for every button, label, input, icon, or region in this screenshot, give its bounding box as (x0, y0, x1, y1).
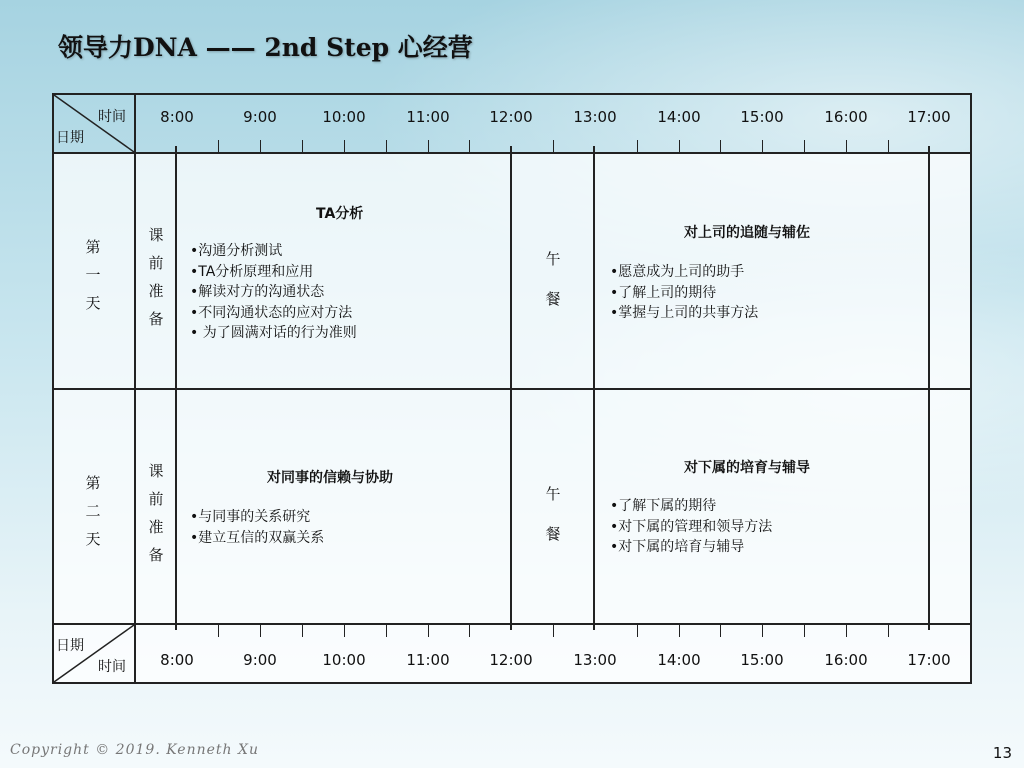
day1-lunch-label (543, 239, 563, 319)
time-label: 14:00 (657, 651, 701, 669)
prep-char: 前 (148, 490, 164, 508)
lunch-char: 午 (545, 250, 561, 268)
day1-afternoon-title: 对上司的追随与辅佐 (684, 225, 810, 241)
tick-mark (386, 140, 387, 152)
list-item: •愿意成为上司的助手 (610, 264, 745, 280)
prep-column-divider (175, 146, 177, 630)
list-item: •TA分析原理和应用 (190, 263, 314, 280)
tick-mark (888, 625, 889, 637)
time-label: 13:00 (573, 108, 617, 126)
list-item: •解读对方的沟通状态 (190, 284, 325, 300)
header-date-label: 日期 (56, 130, 84, 146)
tick-mark (679, 625, 680, 637)
header-divider (52, 152, 972, 154)
time-label: 9:00 (243, 108, 277, 126)
time-label: 17:00 (907, 651, 951, 669)
tick-mark (260, 625, 261, 637)
footer-time-label: 时间 (98, 659, 126, 675)
tick-mark (679, 140, 680, 152)
time-label: 8:00 (160, 108, 194, 126)
footer-date-label: 日期 (56, 638, 84, 654)
tick-mark (302, 625, 303, 637)
tick-mark (428, 625, 429, 637)
time-label: 16:00 (824, 651, 868, 669)
day2-morning-list (190, 507, 324, 548)
lunch-char: 餐 (545, 525, 561, 543)
day1-morning-list (190, 241, 357, 344)
day1-afternoon-list (610, 262, 758, 324)
time-label: 17:00 (907, 108, 951, 126)
day2-label-char: 二 (85, 502, 101, 520)
time-label: 15:00 (740, 651, 784, 669)
day2-label-char: 第 (85, 474, 101, 492)
date-column-divider (134, 93, 136, 684)
header-time-label: 时间 (98, 109, 126, 125)
prep-char: 准 (148, 282, 164, 300)
tick-mark (762, 625, 763, 637)
slide-title: 领导力DNA —— 2nd Step 心经营 (58, 33, 473, 62)
tick-mark (762, 140, 763, 152)
list-item: •了解上司的期待 (610, 284, 717, 301)
prep-char: 前 (148, 254, 164, 272)
tick-mark (469, 140, 470, 152)
lunch-start-divider (510, 146, 512, 630)
time-label: 14:00 (657, 108, 701, 126)
afternoon-end-divider (928, 146, 930, 630)
list-item: •对下属的管理和领导方法 (610, 518, 773, 535)
list-item: •对下属的培育与辅导 (610, 539, 745, 555)
day2-label (83, 469, 103, 553)
day2-label-char: 天 (85, 530, 101, 548)
day1-morning-title: TA分析 (316, 206, 364, 222)
day-divider (52, 388, 972, 390)
footer-divider (52, 623, 972, 625)
list-item: •了解下属的期待 (610, 498, 717, 514)
tick-mark (846, 625, 847, 637)
time-label: 8:00 (160, 651, 194, 669)
time-label: 11:00 (406, 651, 450, 669)
lunch-char: 餐 (545, 290, 561, 308)
tick-mark (637, 625, 638, 637)
day2-prep-label (146, 457, 166, 569)
tick-mark (804, 625, 805, 637)
time-label: 12:00 (489, 108, 533, 126)
tick-mark (428, 140, 429, 152)
tick-mark (386, 625, 387, 637)
tick-mark (804, 140, 805, 152)
list-item: •掌握与上司的共事方法 (610, 305, 759, 321)
prep-char: 课 (148, 462, 164, 480)
list-item: • 为了圆满对话的行为准则 (190, 325, 357, 341)
day1-label (83, 233, 103, 317)
day2-afternoon-title: 对下属的培育与辅导 (684, 460, 810, 476)
tick-mark (553, 625, 554, 637)
time-label: 16:00 (824, 108, 868, 126)
day2-morning-title: 对同事的信赖与协助 (267, 470, 393, 486)
time-label: 9:00 (243, 651, 277, 669)
list-item: •沟通分析测试 (190, 243, 283, 259)
time-label: 15:00 (740, 108, 784, 126)
day1-label-char: 一 (85, 266, 101, 284)
schedule-table (52, 93, 972, 684)
day1-label-char: 天 (85, 294, 101, 312)
day2-afternoon-list (610, 496, 772, 558)
prep-char: 准 (148, 518, 164, 536)
tick-mark (344, 140, 345, 152)
lunch-char: 午 (545, 485, 561, 503)
time-label: 12:00 (489, 651, 533, 669)
tick-mark (302, 140, 303, 152)
time-label: 10:00 (322, 651, 366, 669)
tick-mark (720, 140, 721, 152)
prep-char: 备 (148, 310, 164, 328)
tick-mark (720, 625, 721, 637)
page-number: 13 (992, 744, 1012, 762)
tick-mark (344, 625, 345, 637)
tick-mark (218, 625, 219, 637)
list-item: •建立互信的双赢关系 (190, 529, 325, 546)
day2-lunch-label (543, 474, 563, 554)
time-label: 13:00 (573, 651, 617, 669)
copyright-text: Copyright © 2019. Kenneth Xu (10, 742, 259, 758)
tick-mark (469, 625, 470, 637)
lunch-end-divider (593, 146, 595, 630)
tick-mark (553, 140, 554, 152)
tick-mark (218, 140, 219, 152)
tick-mark (846, 140, 847, 152)
list-item: •与同事的关系研究 (190, 509, 311, 525)
prep-char: 备 (148, 546, 164, 564)
time-label: 10:00 (322, 108, 366, 126)
tick-mark (888, 140, 889, 152)
list-item: •不同沟通状态的应对方法 (190, 304, 353, 321)
day1-label-char: 第 (85, 238, 101, 256)
day1-prep-label (146, 221, 166, 333)
tick-mark (637, 140, 638, 152)
time-label: 11:00 (406, 108, 450, 126)
tick-mark (260, 140, 261, 152)
prep-char: 课 (148, 226, 164, 244)
